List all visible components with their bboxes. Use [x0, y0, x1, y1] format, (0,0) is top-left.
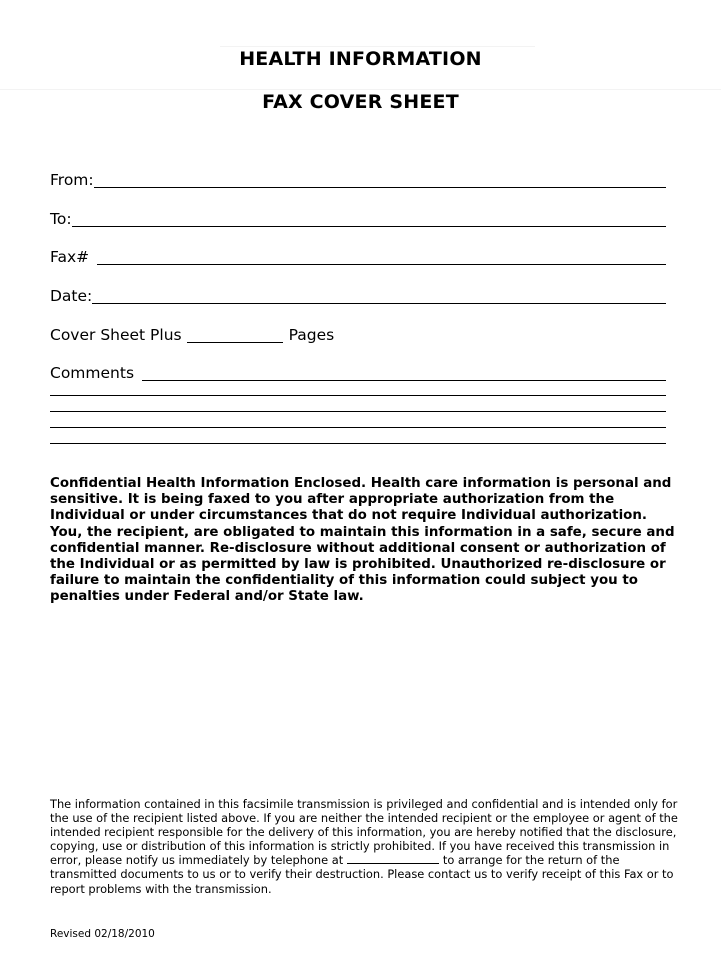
page-count-field[interactable]: [50, 320, 334, 344]
header-divider-top: [220, 46, 535, 47]
fax-number-field[interactable]: [50, 242, 666, 266]
comments-input-line[interactable]: [142, 380, 666, 381]
comments-line-4[interactable]: [50, 427, 666, 428]
comments-line-2[interactable]: [50, 395, 666, 396]
from-field[interactable]: [50, 165, 666, 189]
pages-label: Pages: [288, 326, 335, 344]
page-title: HEALTH INFORMATION: [239, 48, 482, 70]
to-label: To:: [50, 210, 72, 228]
disclaimer-paragraph: [50, 797, 685, 896]
cover-sheet-plus-label: Cover Sheet Plus: [50, 326, 182, 344]
page-subtitle: FAX COVER SHEET: [262, 91, 459, 113]
revision-date: Revised 02/18/2010: [50, 928, 155, 940]
to-input-line[interactable]: [72, 226, 666, 227]
from-input-line[interactable]: [94, 187, 666, 188]
comments-line-5[interactable]: [50, 443, 666, 444]
fax-number-input-line[interactable]: [97, 264, 666, 265]
fax-number-label: Fax#: [50, 248, 90, 266]
telephone-input-line[interactable]: [347, 853, 439, 864]
disclaimer-text-part2: to arrange for the return of the transmitted documents to us or to verify their destruction. Please contact us to verify receipt of this Fax or to report problems with the transmission.: [50, 853, 674, 896]
comments-label: Comments: [50, 364, 135, 382]
date-input-line[interactable]: [92, 303, 666, 304]
comments-line-3[interactable]: [50, 411, 666, 412]
header-divider-middle: [0, 89, 721, 90]
page-count-input-line[interactable]: [187, 342, 283, 343]
date-label: Date:: [50, 287, 93, 305]
confidentiality-notice: Confidential Health Information Enclosed. Health care information is personal and sensitive. It is being faxed to you after appropriate authorization from the Individual or under circumstances that do not require Individual authorization. You, the recipient, are obligated to maintain this information in a safe, secure and confidential manner. Re-disclosure without additional consent or authorization of the Individual or as permitted by law is prohibited. Unauthorized re-disclosure or failure to maintain the confidentiality of this information could subject you to penalties under Federal and/or State law.: [50, 476, 675, 605]
to-field[interactable]: [50, 204, 666, 228]
disclaimer-text-part1: The information contained in this facsimile transmission is privileged and confidential and is intended only for the use of the recipient listed above. If you are neither the intended recipient or the employee or agent of the intended recipient responsible for the delivery of this information, you are hereby notified that the disclosure, copying, use or distribution of this information is strictly prohibited. If you have received this transmission in error, please notify us immediately by telephone at: [50, 797, 678, 868]
from-label: From:: [50, 171, 94, 189]
comments-field[interactable]: [50, 358, 666, 382]
date-field[interactable]: [50, 281, 666, 305]
